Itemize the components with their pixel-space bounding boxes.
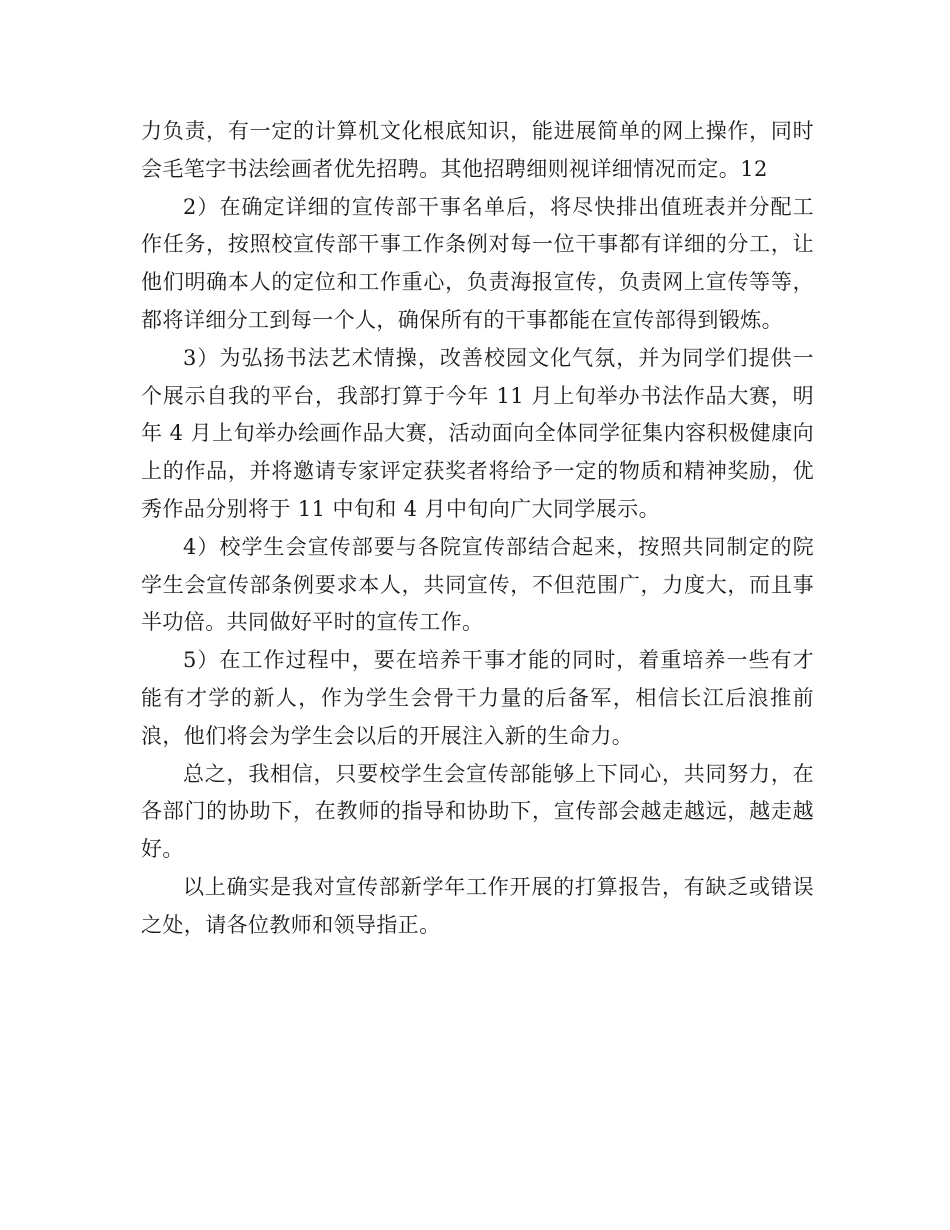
paragraph-continuation: 力负责，有一定的计算机文化根底知识，能进展简单的网上操作，同时会毛笔字书法绘画者优先招聘。其他招聘细则视详细情况而定。12 <box>141 119 814 181</box>
paragraph-item-5: 5）在工作过程中，要在培养干事才能的同时，着重培养一些有才能有才学的新人，作为学生会骨干力量的后备军，相信长江后浪推前浪，他们将会为学生会以后的开展注入新的生命力。 <box>141 648 814 748</box>
paragraph-item-4: 4）校学生会宣传部要与各院宣传部结合起来，按照共同制定的院学生会宣传部条例要求本人，共同宣传，不但范围广，力度大，而且事半功倍。共同做好平时的宣传工作。 <box>141 534 814 635</box>
paragraph-conclusion: 总之，我相信，只要校学生会宣传部能够上下同心，共同努力，在各部门的协助下，在教师的指导和协助下，宣传部会越走越远，越走越好。 <box>141 761 814 862</box>
paragraph-closing: 以上确实是我对宣传部新学年工作开展的打算报告，有缺乏或错误之处，请各位教师和领导指正。 <box>141 874 814 937</box>
paragraph-item-3: 3）为弘扬书法艺术情操，改善校园文化气氛，并为同学们提供一个展示自我的平台，我部打算于今年 11 月上旬举办书法作品大赛，明年 4 月上旬举办绘画作品大赛，活动面向全体同学征集内容积极健康向上的作品，并将邀请专家评定获奖者将给予一定的物质和精神奖励，优秀作品分别将于 11 中旬和 4 月中旬向广大同学展示。 <box>141 345 814 521</box>
document-body <box>141 113 814 945</box>
paragraph-item-2: 2）在确定详细的宣传部干事名单后，将尽快排出值班表并分配工作任务，按照校宣传部干事工作条例对每一位干事都有详细的分工，让他们明确本人的定位和工作重心，负责海报宣传，负责网上宣传等等，都将详细分工到每一个人，确保所有的干事都能在宣传部得到锻炼。 <box>141 194 814 332</box>
